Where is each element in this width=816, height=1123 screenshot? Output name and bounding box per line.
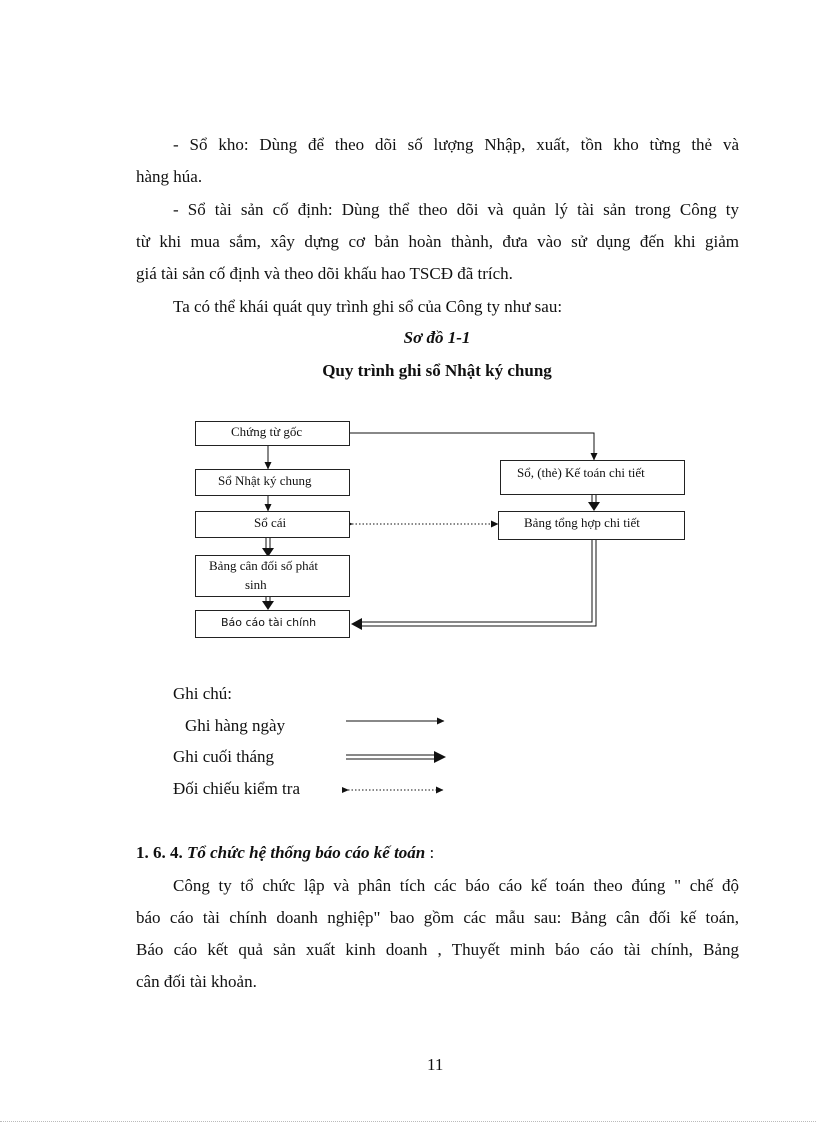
box-bang-can-doi-label-1: Bảng cân đối số phát — [209, 558, 319, 573]
legend-monthly-line — [346, 751, 446, 763]
so-kho-line-1: - Sổ kho: Dùng để theo dõi số lượng Nhập, xuất, tồn kho từng thẻ và — [173, 135, 739, 154]
section-body-line-2: báo cáo tài chính doanh nghiệp" bao gồm các mẫu sau: Bảng cân đối kế toán, — [136, 908, 739, 927]
section-colon: : — [425, 843, 435, 862]
diagram-title: Quy trình ghi sổ Nhật ký chung — [322, 361, 552, 380]
box-bao-cao-tai-chinh — [195, 610, 350, 638]
box-bang-tong-hop — [498, 511, 685, 540]
arrow-tonghop-to-baocao — [351, 540, 596, 630]
tscd-line-1: - Sổ tài sản cố định: Dùng thể theo dõi và quản lý tài sản trong Công ty — [173, 200, 739, 219]
box-chung-tu-goc-label: Chứng từ gốc — [231, 424, 303, 439]
tscd-line-2: từ khi mua sắm, xây dựng cơ bản hoàn thành, đưa vào sử dụng đến khi giảm — [136, 232, 739, 251]
arrow-bangcandoi-to-baocao — [262, 597, 274, 610]
intro-line: Ta có thể khái quát quy trình ghi sổ của Công ty như sau: — [173, 297, 563, 316]
page-number: 11 — [427, 1055, 444, 1074]
section-heading — [136, 843, 434, 863]
box-chung-tu-goc — [195, 421, 350, 446]
section-body-line-3: Báo cáo kết quả sản xuất kinh doanh , Thuyết minh báo cáo tài chính, Bảng — [136, 940, 739, 959]
legend-heading: Ghi chú: — [173, 684, 233, 703]
legend-monthly-label: Ghi cuối tháng — [173, 747, 275, 766]
tscd-line-3: giá tài sản cố định và theo dõi khấu hao TSCĐ đã trích. — [136, 264, 513, 283]
box-so-nhat-ky-chung-label: Sổ Nhật ký chung — [218, 473, 312, 488]
box-so-nhat-ky-chung — [195, 469, 350, 496]
legend-check-label: Đối chiếu kiểm tra — [173, 779, 300, 798]
diagram-label: Sơ đồ 1-1 — [403, 328, 471, 347]
legend-daily-label: Ghi hàng ngày — [185, 716, 286, 735]
section-number: 1. 6. 4. — [136, 843, 183, 862]
box-so-cai-label: Sổ cái — [254, 515, 287, 530]
section-title: Tổ chức hệ thống báo cáo kế toán — [187, 843, 426, 862]
box-bang-tong-hop-label: Bảng tổng hợp chi tiết — [524, 515, 640, 530]
page-bottom-border — [0, 1121, 816, 1122]
arrow-chungtu-to-chitiet — [350, 433, 594, 460]
arrow-chitiet-to-tonghop — [588, 495, 600, 511]
box-bang-can-doi-label-2: sinh — [245, 577, 267, 592]
section-body-line-4: cân đối tài khoản. — [136, 972, 257, 991]
box-bao-cao-tai-chinh-label: Báo cáo tài chính — [221, 616, 317, 629]
section-body-line-1: Công ty tổ chức lập và phân tích các báo cáo kế toán theo đúng " chế độ — [173, 876, 739, 895]
so-kho-line-2: hàng húa. — [136, 167, 203, 186]
box-bang-can-doi — [195, 555, 350, 597]
box-so-the-chi-tiet — [500, 460, 685, 495]
box-so-cai — [195, 511, 350, 538]
box-so-the-chi-tiet-label: Sổ, (thẻ) Kế toán chi tiết — [517, 465, 645, 480]
